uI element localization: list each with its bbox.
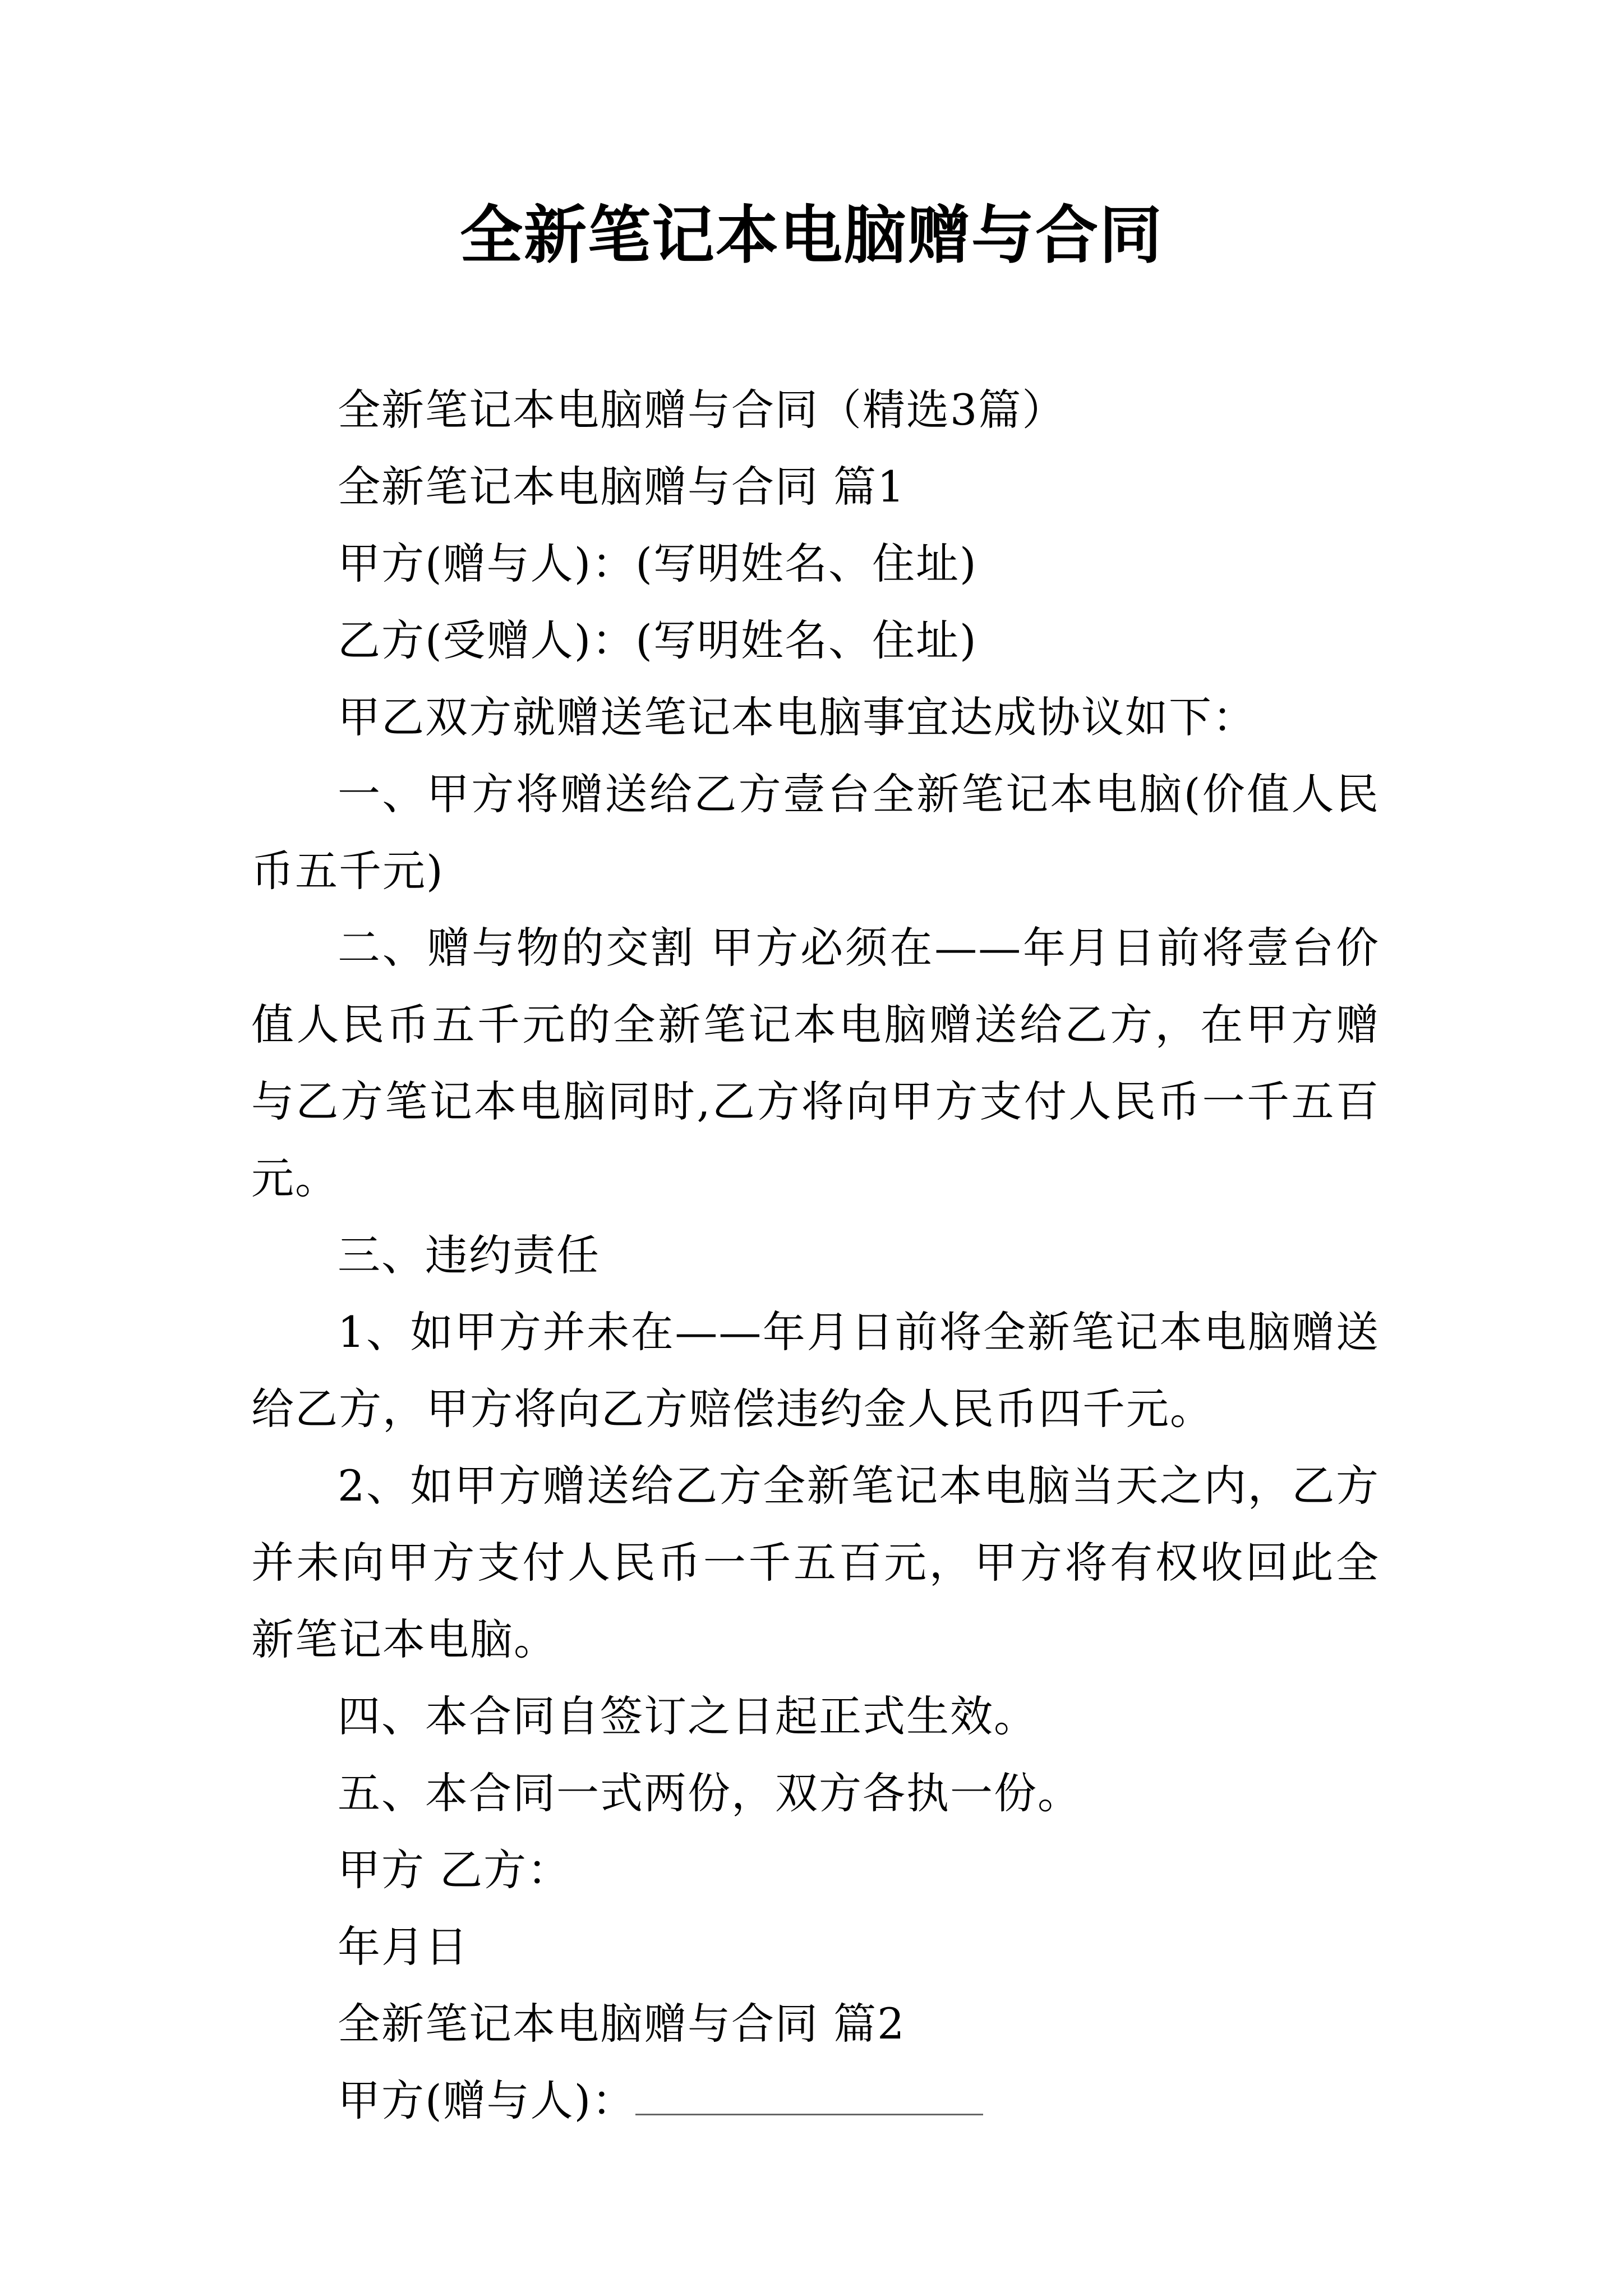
paragraph-clause-1: 一、甲方将赠送给乙方壹台全新笔记本电脑(价值人民币五千元) <box>251 769 1380 896</box>
paragraph-section-2-party-a <box>251 2062 1380 2139</box>
party-a-label: 甲方(赠与人)： <box>338 2076 636 2125</box>
paragraph-signatures: 甲方 乙方： <box>338 1845 571 1895</box>
paragraph-date: 年月日 <box>338 1922 469 1972</box>
paragraph-clause-2: 二、赠与物的交割 甲方必须在——年月日前将壹台价值人民币五千元的全新笔记本电脑赠送给乙方，在甲方赠与乙方笔记本电脑同时,乙方将向甲方支付人民币一千五百元。 <box>251 923 1380 1203</box>
paragraph-party-b: 乙方(受赠人)：(写明姓名、住址) <box>338 615 978 665</box>
fill-in-blank-line <box>635 2076 983 2115</box>
paragraph-agreement-intro: 甲乙双方就赠送笔记本电脑事宜达成协议如下： <box>338 692 1256 742</box>
paragraph-section-1-heading: 全新笔记本电脑赠与合同 篇1 <box>338 462 906 512</box>
paragraph-party-a: 甲方(赠与人)：(写明姓名、住址) <box>338 539 978 588</box>
paragraph-clause-3-heading: 三、违约责任 <box>338 1230 600 1280</box>
paragraph-section-2-heading: 全新笔记本电脑赠与合同 篇2 <box>338 1999 906 2049</box>
paragraph-clause-5: 五、本合同一式两份，双方各执一份。 <box>338 1768 1081 1818</box>
document-title: 全新笔记本电脑赠与合同 <box>460 199 1163 272</box>
paragraph-clause-3-item-2: 2、如甲方赠送给乙方全新笔记本电脑当天之内，乙方并未向甲方支付人民币一千五百元，甲方将有权收回此全新笔记本电脑。 <box>251 1461 1380 1664</box>
paragraph-clause-4: 四、本合同自签订之日起正式生效。 <box>338 1691 1038 1741</box>
paragraph-subtitle: 全新笔记本电脑赠与合同（精选3篇） <box>338 385 1066 435</box>
paragraph-clause-3-item-1: 1、如甲方并未在——年月日前将全新笔记本电脑赠送给乙方，甲方将向乙方赔偿违约金人民币四千元。 <box>251 1307 1380 1434</box>
document-body <box>251 371 1380 2139</box>
